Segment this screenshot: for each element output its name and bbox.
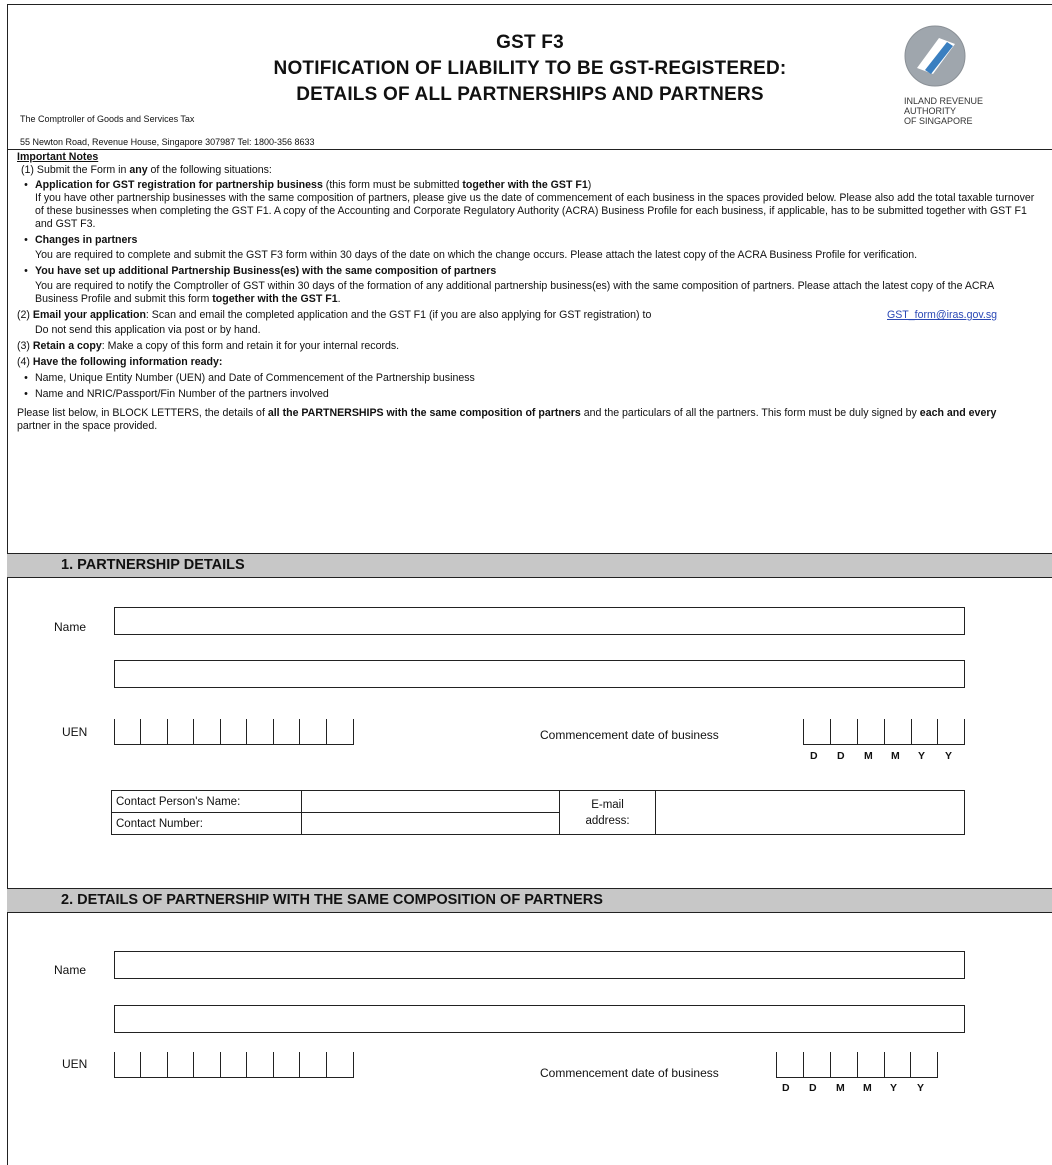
s2-date-letter: M <box>836 1082 845 1094</box>
note-2-line2: Do not send this application via post or by hand. <box>35 324 261 336</box>
contact-number-input[interactable] <box>302 813 560 835</box>
logo-text-line1: INLAND REVENUE <box>904 96 984 106</box>
s1-date-letter: Y <box>918 750 926 762</box>
bullet-3-text: You are required to notify the Comptroller of GST within 30 days of the formation of any additional partnership business(es) with the same composition of partners. Please attach the latest copy of the ACRA Business Profile and submit this form together with the GST F1. <box>35 280 994 305</box>
iras-logo-icon <box>903 24 967 88</box>
s2-date-letter: M <box>863 1082 872 1094</box>
s2-date-letter: D <box>782 1082 790 1094</box>
s2-commencement-date-field[interactable] <box>776 1052 938 1078</box>
notes-heading: Important Notes <box>17 151 99 163</box>
email-address-label: E-mail address: <box>560 791 656 835</box>
s1-uen-label: UEN <box>62 725 88 739</box>
logo-text-line2: AUTHORITY <box>904 106 957 116</box>
s2-date-letter: Y <box>890 1082 898 1094</box>
contact-name-label: Contact Person's Name: <box>112 791 302 813</box>
s1-name-field-2[interactable] <box>114 660 965 688</box>
s1-name-label: Name <box>54 620 87 634</box>
email-link[interactable]: GST_form@iras.gov.sg <box>887 309 998 321</box>
note-2: (2) Email your application: Scan and email the completed application and the GST F1 (if you are also applying for GST registration) to GST_form@iras.gov.sg <box>17 309 998 321</box>
s1-date-letter: Y <box>945 750 953 762</box>
bullet-3-title: • You have set up additional Partnership Business(es) with the same composition of partners <box>24 265 497 277</box>
comptroller-name: The Comptroller of Goods and Services Tax <box>20 114 195 124</box>
header-divider <box>7 149 1052 150</box>
s1-commencement-label: Commencement date of business <box>540 728 719 742</box>
s2-commencement-label: Commencement date of business <box>540 1066 719 1080</box>
contact-number-label: Contact Number: <box>112 813 302 835</box>
s2-name-label: Name <box>54 963 87 977</box>
bullet-2-title: • Changes in partners <box>24 234 138 246</box>
section-1-header: 1. PARTNERSHIP DETAILS <box>7 553 1052 578</box>
note-4-item-1: • Name, Unique Entity Number (UEN) and Date of Commencement of the Partnership business <box>24 372 475 384</box>
comptroller-address: 55 Newton Road, Revenue House, Singapore 307987 Tel: 1800-356 8633 <box>20 137 315 147</box>
logo-text-line3: OF SINGAPORE <box>904 116 973 126</box>
s2-name-field-2[interactable] <box>114 1005 965 1033</box>
s2-date-letter: D <box>809 1082 817 1094</box>
s2-name-field-1[interactable] <box>114 951 965 979</box>
s1-date-letter: D <box>837 750 845 762</box>
s1-uen-field[interactable] <box>114 719 354 745</box>
section-2-header: 2. DETAILS OF PARTNERSHIP WITH THE SAME COMPOSITION OF PARTNERS <box>7 888 1052 913</box>
s1-date-letter: D <box>810 750 818 762</box>
s1-commencement-date-field[interactable] <box>803 719 965 745</box>
s1-name-field-1[interactable] <box>114 607 965 635</box>
form-title-line1: NOTIFICATION OF LIABILITY TO BE GST-REGISTERED: <box>273 58 787 79</box>
iras-logo-text <box>904 96 983 126</box>
s2-uen-field[interactable] <box>114 1052 354 1078</box>
list-instruction: Please list below, in BLOCK LETTERS, the details of all the PARTNERSHIPS with the same composition of partners and the particulars of all the partners. This form must be duly signed by each and every partner in the space provided. <box>17 407 997 432</box>
s2-uen-label: UEN <box>62 1057 88 1071</box>
bullet-2-text: You are required to complete and submit the GST F3 form within 30 days of the date on which the change occurs. Please attach the latest copy of the ACRA Business Profile for verification. <box>35 249 918 261</box>
note-4-item-2: • Name and NRIC/Passport/Fin Number of the partners involved <box>24 388 329 400</box>
form-code: GST F3 <box>496 32 564 53</box>
note-3: (3) Retain a copy: Make a copy of this form and retain it for your internal records. <box>17 340 400 352</box>
contact-name-input[interactable] <box>302 791 560 813</box>
bullet-1-title: • Application for GST registration for partnership business (this form must be submitted together with the GST F1) <box>24 179 592 191</box>
note-1-intro: (1) Submit the Form in any of the following situations: <box>21 164 272 176</box>
s1-contact-table <box>111 790 965 835</box>
s1-date-letter: M <box>864 750 873 762</box>
form-title-line2: DETAILS OF ALL PARTNERSHIPS AND PARTNERS <box>296 84 764 105</box>
note-4: (4) Have the following information ready: <box>17 356 223 368</box>
email-address-input[interactable] <box>656 791 965 835</box>
s2-date-letter: Y <box>917 1082 925 1094</box>
s1-date-letter: M <box>891 750 900 762</box>
bullet-1-text: If you have other partnership businesses with the same composition of partners, please give us the date of commencement of each business in the spaces provided below. Please also add the total taxable turnover of these businesses when completing the GST F1. A copy of the Accounting and Corporate Regulatory Authority (ACRA) Business Profile for each business, if applicable, has to be submitted together with GST F1 and GST F3. <box>35 192 1035 230</box>
important-notes <box>17 151 1037 433</box>
